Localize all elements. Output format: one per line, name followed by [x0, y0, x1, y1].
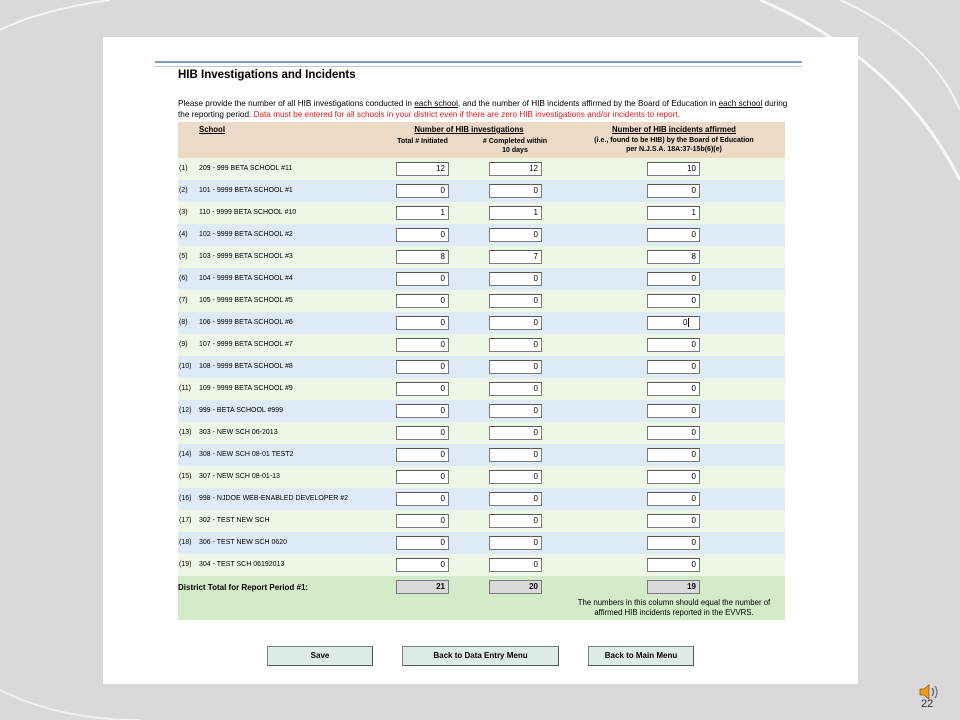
required-warning: Data must be entered for all schools in your district even if there are zero HIB investigations and/or incidents to report.: [253, 110, 680, 119]
total-affirmed: 19: [647, 580, 700, 594]
text-cursor: [688, 318, 689, 327]
completed-input[interactable]: 0: [489, 294, 542, 308]
completed-input[interactable]: 0: [489, 228, 542, 242]
back-to-main-button[interactable]: Back to Main Menu: [588, 646, 694, 666]
initiated-input[interactable]: 0: [396, 338, 449, 352]
table-row: [178, 356, 785, 378]
school-name: 103 - 9999 BETA SCHOOL #3: [199, 253, 293, 260]
completed-input[interactable]: 1: [489, 206, 542, 220]
slide-number: 22: [921, 698, 934, 710]
table-row: [178, 246, 785, 268]
table-row: [178, 422, 785, 444]
affirmed-input[interactable]: 8: [647, 250, 700, 264]
affirmed-input[interactable]: 0: [647, 294, 700, 308]
completed-input[interactable]: 0: [489, 492, 542, 506]
initiated-input[interactable]: 0: [396, 514, 449, 528]
initiated-input[interactable]: 0: [396, 272, 449, 286]
back-to-data-entry-button[interactable]: Back to Data Entry Menu: [402, 646, 559, 666]
affirmed-input[interactable]: 0: [647, 470, 700, 484]
table-row: [178, 466, 785, 488]
total-completed: 20: [489, 580, 542, 594]
initiated-input[interactable]: 0: [396, 536, 449, 550]
initiated-input[interactable]: 0: [396, 228, 449, 242]
completed-input[interactable]: 0: [489, 184, 542, 198]
school-name: 307 - NEW SCH 08-01-13: [199, 473, 280, 480]
title-divider: [155, 61, 802, 67]
affirmed-input[interactable]: 0: [647, 404, 700, 418]
initiated-input[interactable]: 0: [396, 184, 449, 198]
table-row: [178, 444, 785, 466]
initiated-input[interactable]: 0: [396, 492, 449, 506]
table-row: [178, 158, 785, 180]
affirmed-input[interactable]: 0: [647, 426, 700, 440]
table-body: [178, 158, 785, 576]
school-name: 302 - TEST NEW SCH: [199, 517, 270, 524]
total-note: The numbers in this column should equal the number of affirmed HIB incidents reported in the EVVRS.: [577, 598, 771, 617]
completed-input[interactable]: 0: [489, 272, 542, 286]
table-row: [178, 532, 785, 554]
table-row: [178, 290, 785, 312]
row-number: (5): [179, 253, 188, 260]
completed-input[interactable]: 7: [489, 250, 542, 264]
school-name: 106 - 9999 BETA SCHOOL #6: [199, 319, 293, 326]
row-number: (3): [179, 209, 188, 216]
completed-input[interactable]: 0: [489, 514, 542, 528]
table-row: [178, 510, 785, 532]
affirmed-input[interactable]: 0: [647, 184, 700, 198]
header-total-initiated: Total # Initiated: [397, 138, 448, 145]
row-number: (1): [179, 165, 188, 172]
affirmed-input[interactable]: 10: [647, 162, 700, 176]
completed-input[interactable]: 0: [489, 558, 542, 572]
table-header: [178, 122, 785, 158]
completed-input[interactable]: 0: [489, 316, 542, 330]
school-name: 304 - TEST SCH 06192013: [199, 561, 285, 568]
hib-table: [178, 122, 785, 620]
save-button[interactable]: Save: [267, 646, 373, 666]
affirmed-input[interactable]: 0: [647, 514, 700, 528]
school-name: 107 - 9999 BETA SCHOOL #7: [199, 341, 293, 348]
total-row: [178, 576, 785, 620]
row-number: (15): [179, 473, 192, 480]
school-name: 104 - 9999 BETA SCHOOL #4: [199, 275, 293, 282]
table-row: [178, 202, 785, 224]
completed-input[interactable]: 0: [489, 536, 542, 550]
initiated-input[interactable]: 0: [396, 426, 449, 440]
row-number: (6): [179, 275, 188, 282]
row-number: (9): [179, 341, 188, 348]
initiated-input[interactable]: 0: [396, 360, 449, 374]
completed-input[interactable]: 0: [489, 448, 542, 462]
row-number: (2): [179, 187, 188, 194]
school-name: 105 - 9999 BETA SCHOOL #5: [199, 297, 293, 304]
affirmed-input[interactable]: 0: [647, 272, 700, 286]
initiated-input[interactable]: 0: [396, 404, 449, 418]
header-incidents: Number of HIB incidents affirmed: [612, 125, 736, 134]
table-row: [178, 334, 785, 356]
completed-input[interactable]: 0: [489, 404, 542, 418]
header-incidents-sub: (i.e., found to be HIB) by the Board of Education per N.J.S.A. 18A:37-15b(6)(e): [594, 137, 754, 153]
completed-input[interactable]: 12: [489, 162, 542, 176]
row-number: (4): [179, 231, 188, 238]
initiated-input[interactable]: 0: [396, 382, 449, 396]
table-row: [178, 268, 785, 290]
affirmed-input[interactable]: 0: [647, 382, 700, 396]
initiated-input[interactable]: 0: [396, 294, 449, 308]
completed-input[interactable]: 0: [489, 360, 542, 374]
affirmed-input[interactable]: 0: [647, 338, 700, 352]
row-number: (12): [179, 407, 192, 414]
initiated-input[interactable]: 0: [396, 470, 449, 484]
row-number: (10): [179, 363, 192, 370]
affirmed-input[interactable]: 0: [647, 316, 700, 330]
completed-input[interactable]: 0: [489, 382, 542, 396]
table-row: [178, 488, 785, 510]
total-initiated: 21: [396, 580, 449, 594]
affirmed-input[interactable]: 0: [647, 360, 700, 374]
affirmed-input[interactable]: 0: [647, 558, 700, 572]
school-name: 109 - 9999 BETA SCHOOL #9: [199, 385, 293, 392]
school-name: 110 - 9999 BETA SCHOOL #10: [199, 209, 297, 216]
row-number: (19): [179, 561, 192, 568]
total-label: District Total for Report Period #1:: [178, 583, 309, 592]
school-name: 999 - BETA SCHOOL #999: [199, 407, 284, 414]
page-title: HIB Investigations and Incidents: [178, 69, 356, 81]
header-completed: # Completed within 10 days: [482, 138, 548, 154]
table-row: [178, 312, 785, 334]
row-number: (13): [179, 429, 192, 436]
slide: [103, 37, 858, 684]
school-name: 998 - NJDOE WEB-ENABLED DEVELOPER #2: [199, 495, 348, 502]
table-row: [178, 224, 785, 246]
school-name: 303 - NEW SCH 06-2013: [199, 429, 278, 436]
affirmed-input[interactable]: 0: [647, 228, 700, 242]
school-name: 306 - TEST NEW SCH 0620: [199, 539, 288, 546]
school-name: 101 - 9999 BETA SCHOOL #1: [199, 187, 293, 194]
row-number: (11): [179, 385, 191, 392]
affirmed-input[interactable]: 0: [647, 492, 700, 506]
school-name: 209 - 999 BETA SCHOOL #11: [199, 165, 293, 172]
initiated-input[interactable]: 1: [396, 206, 449, 220]
affirmed-input[interactable]: 0: [647, 536, 700, 550]
row-number: (8): [179, 319, 188, 326]
initiated-input[interactable]: 0: [396, 448, 449, 462]
school-name: 108 - 9999 BETA SCHOOL #8: [199, 363, 293, 370]
affirmed-input[interactable]: 0: [647, 448, 700, 462]
completed-input[interactable]: 0: [489, 470, 542, 484]
row-number: (17): [179, 517, 192, 524]
instructions: Please provide the number of all HIB investigations conducted in each school, and the number of HIB incidents affirmed by the Board of Education in each school during the reporting period. Data must be entered for all schools in your district even if there are zero HIB investigations and/or incidents to report.: [178, 99, 788, 119]
completed-input[interactable]: 0: [489, 426, 542, 440]
initiated-input[interactable]: 8: [396, 250, 449, 264]
school-name: 102 - 9999 BETA SCHOOL #2: [199, 231, 293, 238]
row-number: (7): [179, 297, 188, 304]
row-number: (18): [179, 539, 192, 546]
row-number: (14): [179, 451, 192, 458]
table-row: [178, 180, 785, 202]
completed-input[interactable]: 0: [489, 338, 542, 352]
row-number: (16): [179, 495, 192, 502]
header-school: School: [199, 125, 225, 134]
initiated-input[interactable]: 12: [396, 162, 449, 176]
school-name: 308 - NEW SCH 08-01 TEST2: [199, 451, 294, 458]
initiated-input[interactable]: 0: [396, 316, 449, 330]
header-investigations: Number of HIB investigations: [414, 125, 524, 134]
table-row: [178, 554, 785, 576]
initiated-input[interactable]: 0: [396, 558, 449, 572]
table-row: [178, 400, 785, 422]
affirmed-input[interactable]: 1: [647, 206, 700, 220]
table-row: [178, 378, 785, 400]
